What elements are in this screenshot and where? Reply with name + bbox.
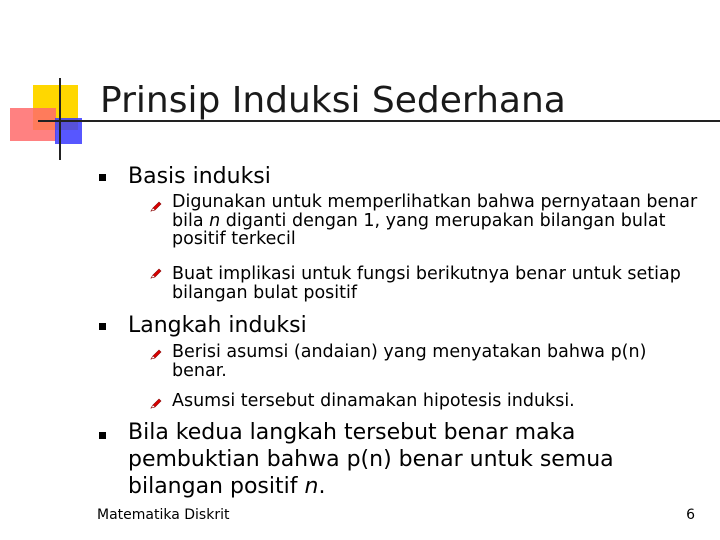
decor-vertical-rule xyxy=(59,78,61,160)
italic-variable: n xyxy=(209,210,221,231)
square-bullet-icon xyxy=(99,174,106,181)
bullet-langkah-induksi: Langkah induksi xyxy=(128,313,307,338)
square-bullet-icon xyxy=(99,323,106,330)
decor-red-square xyxy=(10,108,56,141)
sub-text-part: diganti dengan 1, yang merupakan bilangan bulat positif terkecil xyxy=(172,210,666,249)
sub-bullet-text: Buat implikasi untuk fungsi berikutnya benar untuk setiap bilangan bulat positif xyxy=(172,264,681,303)
footer-course: Matematika Diskrit xyxy=(97,507,230,523)
sub-bullet-text: Berisi asumsi (andaian) yang menyatakan bahwa p(n) benar. xyxy=(172,342,647,381)
pencil-icon xyxy=(150,348,162,360)
sub-bullet-text xyxy=(172,193,702,249)
italic-variable: n xyxy=(304,474,319,499)
sub-text-part: Digunakan untuk memperlihatkan bahwa pernyataan benar bila xyxy=(172,192,698,231)
slide-title: Prinsip Induksi Sederhana xyxy=(100,80,566,121)
bullet-basis-induksi: Basis induksi xyxy=(128,164,271,189)
pencil-icon xyxy=(150,200,162,212)
sub-bullet-text: Asumsi tersebut dinamakan hipotesis induksi. xyxy=(172,391,575,411)
page-number: 6 xyxy=(686,507,695,523)
conclusion-text: Bila kedua langkah tersebut benar maka pembuktian bahwa p(n) benar untuk semua bilangan positif xyxy=(128,420,614,499)
pencil-icon xyxy=(150,397,162,409)
conclusion-text: . xyxy=(318,474,326,499)
square-bullet-icon xyxy=(99,432,106,439)
pencil-icon xyxy=(150,267,162,279)
bullet-conclusion xyxy=(128,419,708,500)
